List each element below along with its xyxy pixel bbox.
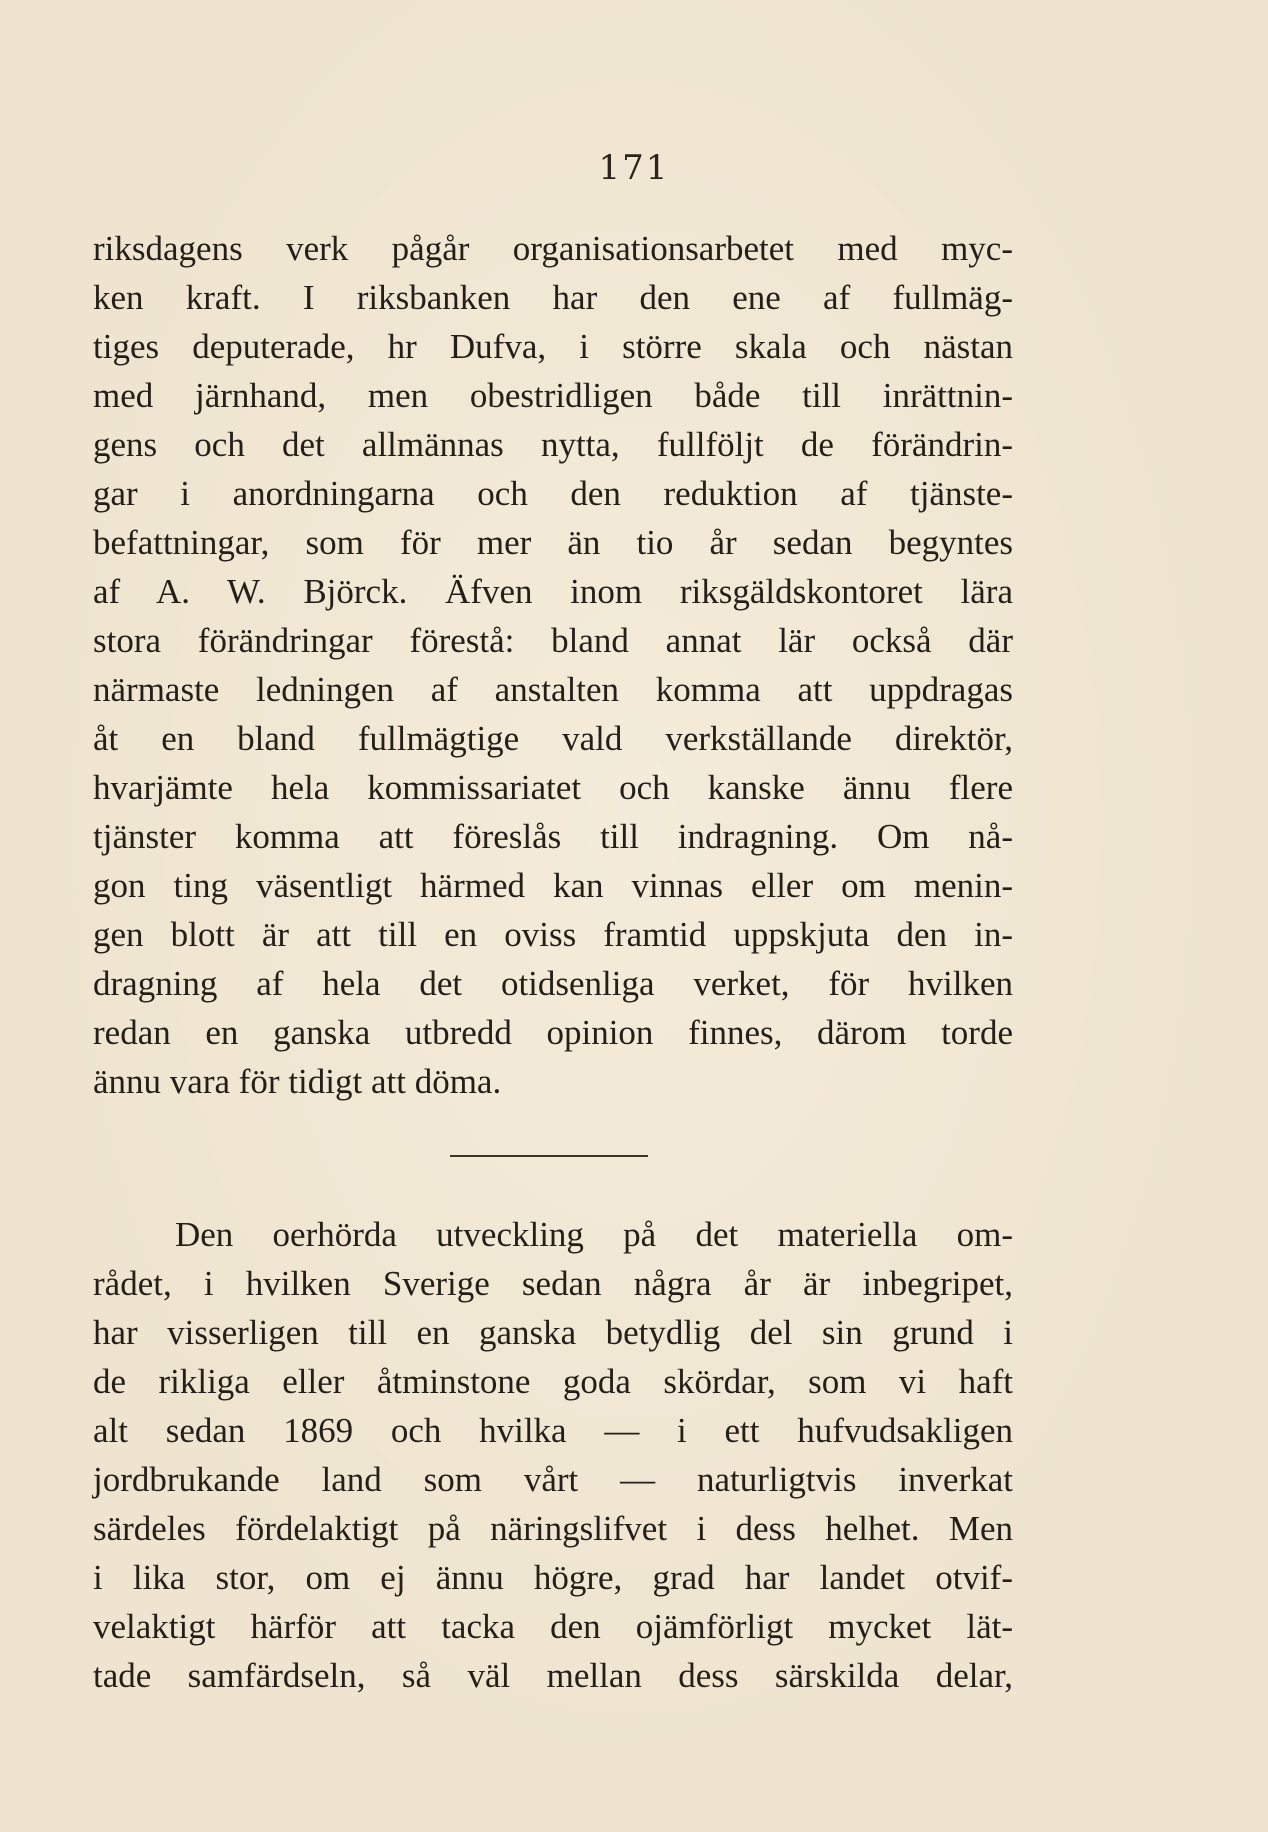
text-line: i lika stor, om ej ännu högre, grad har landet otvif- [93,1558,1013,1597]
text-line: velaktigt härför att tacka den ojämförligt mycket lät- [93,1607,1013,1646]
text-line: särdeles fördelaktigt på näringslifvet i dess helhet. Men [93,1509,1013,1548]
text-line: ännu vara för tidigt att döma. [93,1062,502,1101]
paragraph-2 [93,1210,1013,1700]
text-line: ken kraft. I riksbanken har den ene af fullmäg- [93,278,1013,317]
section-divider [450,1155,648,1157]
text-line: närmaste ledningen af anstalten komma att uppdragas [93,670,1013,709]
text-line: hvarjämte hela kommissariatet och kanske ännu flere [93,768,1013,807]
text-line: gar i anordningarna och den reduktion af tjänste- [93,474,1013,513]
page-number: 171 [598,148,670,188]
text-line: dragning af hela det otidsenliga verket, för hvilken [93,964,1013,1003]
text-line: tjänster komma att föreslås till indragning. Om nå- [93,817,1013,856]
text-line: jordbrukande land som vårt — naturligtvis inverkat [93,1460,1013,1499]
text-line: stora förändringar förestå: bland annat lär också där [93,621,1013,660]
text-line: gens och det allmännas nytta, fullföljt de förändrin- [93,425,1013,464]
text-line: alt sedan 1869 och hvilka — i ett hufvudsakligen [93,1411,1013,1450]
text-line: redan en ganska utbredd opinion finnes, därom torde [93,1013,1013,1052]
text-line: befattningar, som för mer än tio år sedan begyntes [93,523,1013,562]
text-line: har visserligen till en ganska betydlig del sin grund i [93,1313,1013,1352]
text-line: riksdagens verk pågår organisationsarbetet med myc- [93,229,1013,268]
text-line: tiges deputerade, hr Dufva, i större skala och nästan [93,327,1013,366]
text-line: gon ting väsentligt härmed kan vinnas eller om menin- [93,866,1013,905]
text-line: åt en bland fullmägtige vald verkställande direktör, [93,719,1013,758]
text-line: med järnhand, men obestridligen både till inrättnin- [93,376,1013,415]
text-line: af A. W. Björck. Äfven inom riksgäldskontoret lära [93,572,1013,611]
text-line: Den oerhörda utveckling på det materiella om- [175,1215,1013,1254]
text-line: de rikliga eller åtminstone goda skördar, som vi haft [93,1362,1013,1401]
text-line: tade samfärdseln, så väl mellan dess särskilda delar, [93,1656,1013,1695]
text-line: rådet, i hvilken Sverige sedan några år är inbegripet, [93,1264,1013,1303]
paragraph-1 [93,224,1013,1106]
text-line: gen blott är att till en oviss framtid uppskjuta den in- [93,915,1013,954]
